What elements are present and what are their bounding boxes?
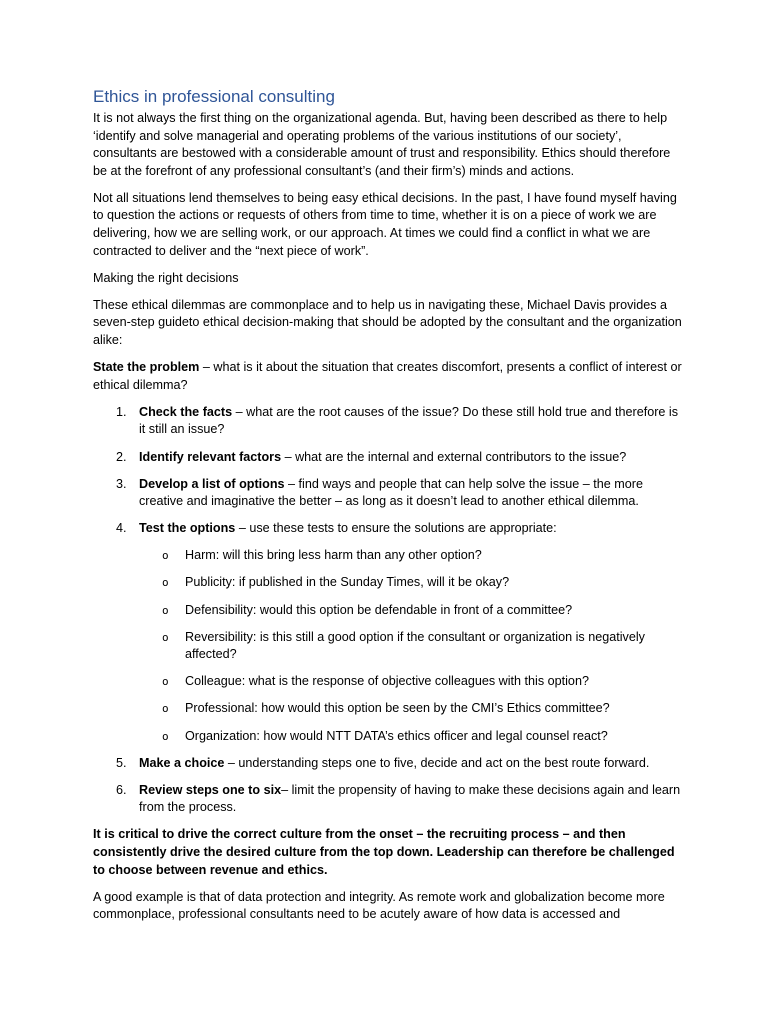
list-item <box>139 673 683 691</box>
state-problem-label: State the problem <box>93 360 200 375</box>
list-item <box>93 520 683 745</box>
list-item <box>139 700 683 718</box>
step-label: Test the options <box>139 521 236 536</box>
step-text: – what are the internal and external contributors to the issue? <box>281 449 627 464</box>
step-text: – use these tests to ensure the solutions are appropriate: <box>235 521 557 536</box>
step-label: Review steps one to six <box>139 782 282 797</box>
step-number: 2. <box>116 449 127 464</box>
intro-paragraph: It is not always the first thing on the organizational agenda. But, having been described as there to help ‘identify and solve managerial and operating problems of the various institutions of our society’, consultants are bestowed with a considerable amount of trust and responsibility. Ethics should therefore be at the forefront of any professional consultant’s (and their firm’s) minds and actions. <box>93 111 671 178</box>
test-text: Organization: how would NTT DATA’s ethics officer and legal counsel react? <box>185 728 608 743</box>
dilemmas-paragraph: These ethical dilemmas are commonplace and to help us in navigating these, Michael Davis provides a seven-step guideto ethical decision-making that should be adopted by the consultant and the organization alike: <box>93 297 682 348</box>
bullet-icon: o <box>162 702 169 716</box>
step-label: Develop a list of options <box>139 476 285 491</box>
list-item <box>93 476 683 511</box>
step-text: – find ways and people that can help solve the issue – the more creative and imaginative the better – as long as it doesn’t lead to another ethical dilemma. <box>139 476 643 509</box>
step-text: – limit the propensity of having to make these decisions again and learn from the process. <box>139 782 681 815</box>
list-item <box>139 547 683 565</box>
data-protection-paragraph: A good example is that of data protection and integrity. As remote work and globalization become more commonplace, professional consultants need to be acutely aware of how data is accessed and <box>93 889 665 922</box>
list-item <box>139 574 683 592</box>
list-item <box>93 782 683 817</box>
test-text: Publicity: if published in the Sunday Times, will it be okay? <box>185 575 510 590</box>
bullet-icon: o <box>162 603 169 617</box>
state-problem-paragraph <box>93 359 683 394</box>
step-number: 3. <box>116 476 127 491</box>
state-problem-text: – what is it about the situation that creates discomfort, presents a conflict of interest or ethical dilemma? <box>93 360 682 392</box>
step-label: Make a choice <box>139 755 225 770</box>
step-text: – what are the root causes of the issue? Do these still hold true and therefore is it still an issue? <box>139 404 679 437</box>
tests-list <box>139 547 683 745</box>
bullet-icon: o <box>162 675 169 689</box>
list-item <box>93 449 683 467</box>
test-text: Reversibility: is this still a good option if the consultant or organization is negatively affected? <box>185 629 645 662</box>
test-text: Professional: how would this option be seen by the CMI’s Ethics committee? <box>185 701 610 716</box>
list-item <box>139 629 683 664</box>
document-title: Ethics in professional consulting <box>93 87 335 106</box>
bullet-icon: o <box>162 576 169 590</box>
situations-paragraph: Not all situations lend themselves to being easy ethical decisions. In the past, I have found myself having to question the actions or requests of others from time to time, whether it is on a piece of work we are delivering, how we are selling work, or our approach. At times we could find a conflict in what we are contracted to deliver and the “next piece of work”. <box>93 190 677 258</box>
subheading-right-decisions: Making the right decisions <box>93 270 239 285</box>
step-label: Identify relevant factors <box>139 449 282 464</box>
bullet-icon: o <box>162 630 169 644</box>
step-number: 4. <box>116 521 127 536</box>
step-number: 6. <box>116 782 127 797</box>
step-label: Check the facts <box>139 404 233 419</box>
test-text: Harm: will this bring less harm than any other option? <box>185 548 482 563</box>
list-item <box>139 602 683 620</box>
bullet-icon: o <box>162 549 169 563</box>
document-page <box>93 86 683 933</box>
steps-list <box>93 404 683 817</box>
step-text: – understanding steps one to five, decide and act on the best route forward. <box>224 755 650 770</box>
list-item <box>93 755 683 773</box>
bullet-icon: o <box>162 729 169 743</box>
list-item <box>93 404 683 439</box>
test-text: Colleague: what is the response of objective colleagues with this option? <box>185 674 589 689</box>
culture-paragraph: It is critical to drive the correct culture from the onset – the recruiting process – and then consistently drive the desired culture from the top down. Leadership can therefore be challenged to choose between revenue and ethics. <box>93 827 675 877</box>
test-text: Defensibility: would this option be defendable in front of a committee? <box>185 602 573 617</box>
step-number: 1. <box>116 404 127 419</box>
step-number: 5. <box>116 755 127 770</box>
list-item <box>139 728 683 746</box>
